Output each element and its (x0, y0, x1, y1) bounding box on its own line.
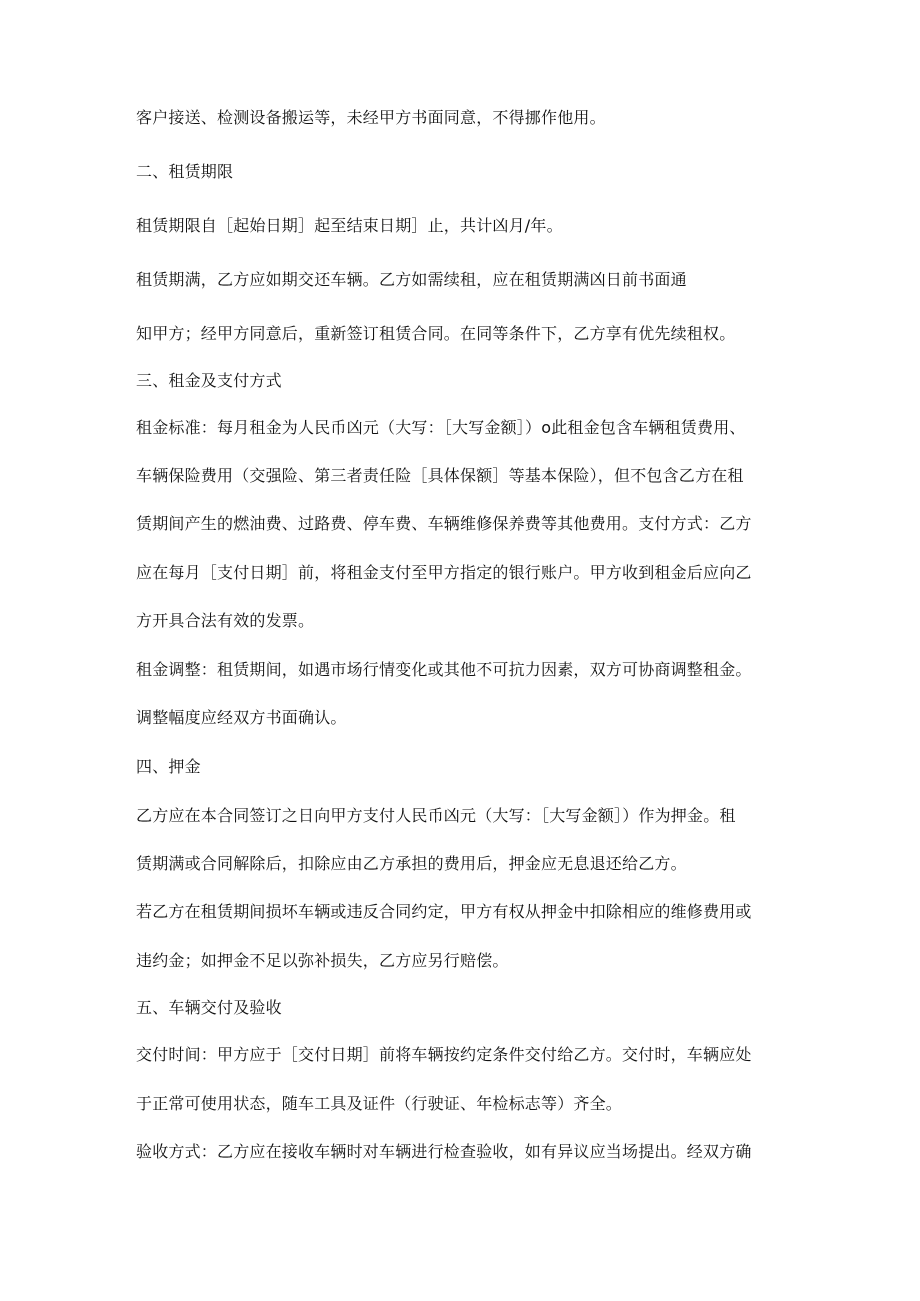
text-line: 违约金；如押金不足以弥补损失，乙方应另行赔偿。 (136, 951, 509, 970)
section-heading: 四、押金 (136, 757, 201, 776)
text-line: 租赁期满，乙方应如期交还车辆。乙方如需续租，应在租赁期满凶日前书面通 (136, 270, 687, 289)
section-heading: 五、车辆交付及验收 (136, 998, 282, 1017)
text-line: 赁期间产生的燃油费、过路费、停车费、车辆维修保养费等其他费用。支付方式：乙方 (136, 514, 752, 533)
text-line: 于正常可使用状态，随车工具及证件（行驶证、年检标志等）齐全。 (136, 1094, 623, 1113)
text-line: 客户接送、检测设备搬运等，未经甲方书面同意，不得挪作他用。 (136, 108, 606, 127)
text-line: 乙方应在本合同签订之日向甲方支付人民币凶元（大写：［大写金额］）作为押金。租 (136, 806, 736, 825)
section-heading: 三、租金及支付方式 (136, 371, 282, 390)
text-line: 若乙方在租赁期间损坏车辆或违反合同约定，甲方有权从押金中扣除相应的维修费用或 (136, 902, 752, 921)
text-line: 租金标准：每月租金为人民币凶元（大写：［大写金额］）o此租金包含车辆租赁费用、 (136, 418, 746, 437)
text-line: 应在每月［支付日期］前，将租金支付至甲方指定的银行账户。甲方收到租金后应向乙 (136, 563, 752, 582)
text-line: 车辆保险费用（交强险、第三者责任险［具体保额］等基本保险），但不包含乙方在租 (136, 466, 744, 485)
text-line: 交付时间：甲方应于［交付日期］前将车辆按约定条件交付给乙方。交付时，车辆应处 (136, 1045, 752, 1064)
text-line: 租金调整：租赁期间，如遇市场行情变化或其他不可抗力因素，双方可协商调整租金。 (136, 660, 752, 679)
text-line: 知甲方；经甲方同意后，重新签订租赁合同。在同等条件下，乙方享有优先续租权。 (136, 324, 736, 343)
text-line: 赁期满或合同解除后，扣除应由乙方承担的费用后，押金应无息退还给乙方。 (136, 854, 687, 873)
text-line: 调整幅度应经双方书面确认。 (136, 708, 347, 727)
section-heading: 二、租赁期限 (136, 162, 234, 181)
text-line: 验收方式：乙方应在接收车辆时对车辆进行检查验收，如有异议应当场提出。经双方确 (136, 1142, 752, 1161)
text-line: 租赁期限自［起始日期］起至结束日期］止，共计凶月/年。 (136, 216, 563, 235)
text-line: 方开具合法有效的发票。 (136, 611, 315, 630)
